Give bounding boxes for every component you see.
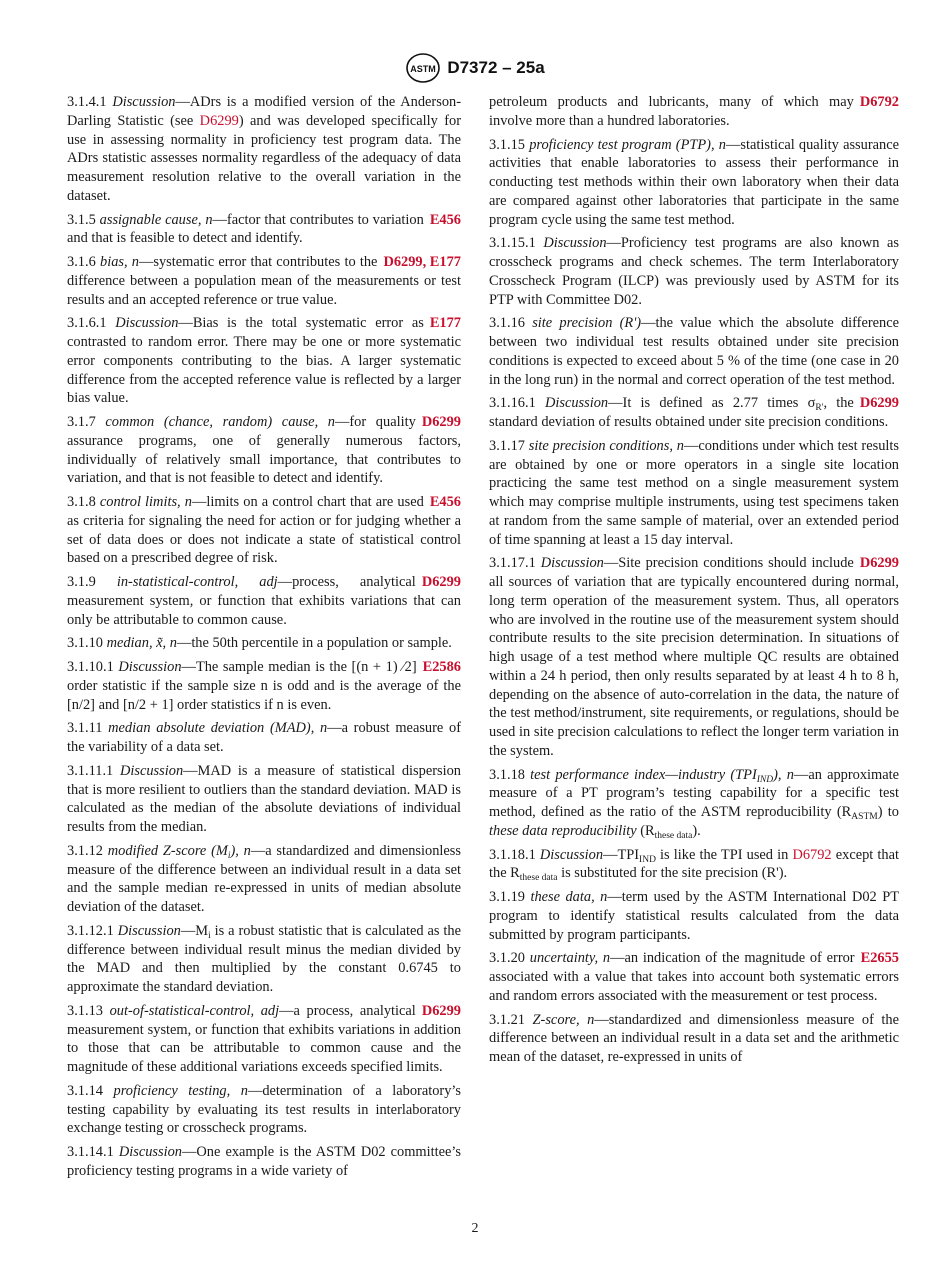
- definition-paragraph: [489, 234, 899, 309]
- definition-paragraph: [67, 413, 461, 488]
- section-number: 3.1.8: [67, 494, 100, 510]
- section-number: 3.1.5: [67, 211, 100, 228]
- definition-text: is substituted for the site precision (R').: [557, 865, 788, 882]
- reference-link[interactable]: D6299: [859, 395, 899, 412]
- definition-text: ).: [692, 822, 701, 839]
- definition-paragraph: [67, 762, 461, 837]
- definition-paragraph: [67, 719, 461, 757]
- definition-text: ) to: [877, 804, 899, 820]
- definition-paragraph: [67, 493, 461, 568]
- definition-paragraph: [67, 634, 461, 653]
- definition-paragraph: [67, 658, 461, 714]
- page-header: [0, 50, 950, 86]
- section-number: 3.1.7: [67, 414, 106, 430]
- definition-paragraph: [67, 922, 461, 997]
- section-number: 3.1.12.1: [67, 922, 118, 939]
- defined-term: median, x̃, n: [106, 635, 177, 652]
- defined-term: site precision (R'): [532, 315, 642, 332]
- defined-term: Discussion: [118, 659, 182, 675]
- definition-text: —Site precision conditions should include all sources of variation that are typically encountered during normal, long term operation of the measurement system. Thus, all operators who are involved in the routine use of the measurement system should contribute results to the site precision determination. In situations of high usage of a test method where multiple QC results are obtained within a 24 h period, then only results separated by at least 4 h to 8 h, depending on the absence of auto-correlation in the data, the nature of the test method/instrument, site requirements, or regulations, should be used in site precision calculations to reflect the longer term variation in the system.: [489, 555, 899, 759]
- subscript: IND: [756, 774, 774, 785]
- reference-link[interactable]: E2655: [860, 950, 899, 967]
- svg-text:ASTM: ASTM: [410, 64, 437, 74]
- definition-text: —limits on a control chart that are used as criteria for signaling the need for action or for judging whether a set of data does or does not indicate a state of statistical control based on a prescribed degree of risk.: [67, 494, 461, 567]
- definition-paragraph: [67, 842, 461, 917]
- section-number: 3.1.14.1: [67, 1144, 119, 1160]
- defined-term: ), n: [773, 766, 794, 783]
- definition-text: —TPI: [603, 846, 640, 863]
- reference-link[interactable]: E456: [429, 211, 461, 228]
- section-number: 3.1.4.1: [67, 94, 113, 110]
- section-number: 3.1.6.1: [67, 315, 116, 332]
- defined-term: control limits, n: [99, 494, 192, 510]
- definition-text: —process, analytical measurement system, or function that exhibits variations that can only be attributable to common cause.: [67, 574, 461, 628]
- definition-paragraph: [489, 437, 899, 550]
- definition-paragraph: [67, 93, 461, 206]
- definition-text: —determination of a laboratory’s testing capability by evaluating its test results in interlaboratory exchange testing or crosscheck programs.: [67, 1082, 461, 1137]
- subscript: IND: [639, 854, 656, 865]
- reference-link[interactable]: D6299: [859, 555, 899, 572]
- definition-paragraph: [489, 136, 899, 230]
- reference-link[interactable]: E2586: [422, 659, 461, 675]
- definition-text: —the value which the absolute difference between two individual test results obtained under site precision conditions is expected to exceed about 5 % of the time (one case in 20 in the long run) in the normal and correct operation of the test method.: [489, 315, 899, 388]
- defined-term: common (chance, random) cause, n: [105, 414, 335, 430]
- defined-term: out-of-statistical-control, adj: [109, 1002, 280, 1019]
- section-number: 3.1.18: [489, 766, 531, 783]
- section-number: 3.1.17: [489, 437, 529, 454]
- section-number: 3.1.14: [67, 1082, 114, 1099]
- definition-paragraph: [67, 573, 461, 629]
- definition-text: —a process, analytical measurement system, or function that exhibits variations in addition to those that can be attributable to common cause and the magnitude of these additional variations exceeds specified limits.: [67, 1002, 461, 1075]
- definition-text: —a standardized and dimensionless measure of the difference between an individual result in a data set and the sample median re-expressed in units of median absolute deviation of the dataset.: [67, 842, 461, 915]
- defined-term: Discussion: [540, 555, 604, 572]
- definition-text: is a robust statistic that is calculated as the difference between individual result minus the median divided by the MAD and then multiplied by the constant 0.6745 to approximate the standard deviation.: [67, 922, 462, 995]
- definition-paragraph: [489, 766, 899, 841]
- defined-term: these data, n: [530, 889, 608, 905]
- section-number: 3.1.9: [67, 574, 117, 590]
- definition-paragraph: [67, 211, 461, 249]
- definition-text: —an approximate measure of a PT program’s testing capability for a specific test method, defined as the ratio of the ASTM reproducibility (R: [489, 766, 900, 820]
- defined-term: Discussion: [112, 94, 176, 110]
- defined-term: Z-score, n: [532, 1011, 595, 1028]
- definition-text: —conditions under which test results are obtained by one or more operators in a single site location practicing the same test method on a single measurement system which may comprise multiple instruments, using test specimens taken at random from the same sample of material, over an extended period of time spanning at least a 15 day interval.: [489, 437, 899, 548]
- section-number: 3.1.6: [67, 254, 100, 270]
- section-number: 3.1.15.1: [489, 235, 544, 252]
- subscript: R': [815, 403, 824, 414]
- section-number: 3.1.10: [67, 635, 107, 652]
- definition-paragraph: [489, 888, 899, 944]
- section-number: 3.1.18.1: [489, 846, 540, 863]
- defined-term: proficiency testing, n: [113, 1082, 248, 1099]
- defined-term: in-statistical-control, adj: [116, 574, 278, 590]
- defined-term: bias, n: [100, 254, 139, 270]
- definition-text: —MAD is a measure of statistical dispersion that is more resilient to outliers than the standard deviation. MAD is calculated as the median of the absolute deviations of individual results from the median.: [67, 762, 461, 835]
- defined-term: Discussion: [544, 395, 609, 412]
- definition-paragraph: [67, 1002, 461, 1077]
- defined-term: proficiency test program (PTP), n: [529, 136, 726, 153]
- definition-text: —ADrs is a modified version of the Anderson-Darling Statistic (see: [67, 94, 462, 129]
- definition-text: is like the TPI used in: [655, 846, 793, 863]
- subscript: i: [227, 850, 231, 861]
- defined-term: uncertainty, n: [529, 950, 611, 967]
- section-number: 3.1.10.1: [67, 659, 119, 675]
- definition-paragraph: [489, 846, 899, 884]
- defined-term: Discussion: [119, 762, 184, 779]
- definition-text: —the 50th percentile in a population or sample.: [176, 635, 452, 652]
- definition-text: these data reproducibility: [489, 822, 637, 839]
- left-column: [67, 93, 461, 1186]
- definition-text: —M: [180, 922, 209, 939]
- section-number: 3.1.16: [489, 315, 533, 332]
- definition-text: —standardized and dimensionless measure of the difference between an individual result in a data set and the arithmetic mean of the dataset, re-expressed in units of: [489, 1011, 899, 1065]
- defined-term: test performance index—industry (TPI: [530, 766, 757, 783]
- definition-paragraph: [489, 314, 899, 389]
- definition-text: except that the R: [489, 846, 899, 882]
- section-number: 3.1.13: [67, 1002, 110, 1019]
- section-number: 3.1.11.1: [67, 762, 120, 779]
- subscript: ASTM: [851, 812, 878, 822]
- astm-logo-icon: [405, 52, 441, 84]
- definition-paragraph: [67, 1082, 461, 1138]
- subscript: these data: [519, 873, 558, 884]
- definition-text: —an indication of the magnitude of error associated with a value that takes into account both systematic errors and random errors associated with the measurement or test process.: [489, 950, 899, 1004]
- defined-term: Discussion: [115, 315, 179, 332]
- reference-link[interactable]: E456: [429, 494, 461, 510]
- reference-link[interactable]: E177: [429, 315, 461, 332]
- reference-link[interactable]: D6299: [421, 1002, 461, 1019]
- reference-link[interactable]: D6792: [859, 94, 899, 110]
- defined-term: ), n: [230, 842, 251, 859]
- section-number: 3.1.11: [67, 720, 109, 737]
- defined-term: modified Z-score (M: [107, 842, 228, 859]
- section-number: 3.1.12: [67, 842, 108, 859]
- standard-designation: D7372 – 25a: [447, 58, 545, 77]
- definition-paragraph: [489, 949, 899, 1005]
- definition-paragraph: [489, 554, 899, 760]
- subscript: these data: [654, 830, 693, 841]
- definition-paragraph: [67, 1143, 461, 1181]
- definition-text: , the standard deviation of results obtained under site precision conditions.: [489, 395, 889, 430]
- definition-text: —Proficiency test programs are also known as crosscheck programs and check schemes. The term Interlaboratory Crosscheck Program (ILCP) was previously used by ASTM for its PTP with Committee D02.: [489, 235, 899, 308]
- defined-term: Discussion: [117, 922, 181, 939]
- definition-text: —systematic error that contributes to the difference between a population mean of the measurements or test results and an accepted reference or true value.: [67, 254, 461, 308]
- defined-term: site precision conditions, n: [528, 437, 684, 454]
- definition-text: petroleum products and lubricants, many of which may involve more than a hundred laboratories.: [489, 94, 854, 129]
- section-number: 3.1.20: [489, 950, 530, 967]
- subscript: i: [208, 930, 211, 941]
- section-number: 3.1.17.1: [489, 555, 541, 572]
- defined-term: Discussion: [118, 1144, 183, 1160]
- section-number: 3.1.15: [489, 136, 530, 153]
- definition-text: —a robust measure of the variability of a data set.: [67, 720, 461, 755]
- definition-paragraph: [67, 314, 461, 408]
- definition-text: —factor that contributes to variation and that is feasible to detect and identify.: [67, 211, 424, 247]
- reference-link[interactable]: D6299: [199, 112, 239, 129]
- definition-text: —The sample median is the [(n + 1) ⁄2] order statistic if the sample size n is odd and is the average of the [n/2] and [n/2 + 1] order statistics if n is even.: [67, 659, 461, 713]
- reference-link[interactable]: D6299, E177: [383, 254, 461, 270]
- definition-text: —statistical quality assurance activities that enable laboratories to assess their performance in conducting test methods within their own laboratory when their data are compared against other laboratories that participate in the same program cycle using the same test method.: [489, 136, 900, 228]
- reference-link[interactable]: D6299: [421, 574, 461, 590]
- definition-paragraph: [67, 253, 461, 309]
- page-number: 2: [471, 1221, 479, 1236]
- definition-text: —for quality assurance programs, one of generally numerous factors, individually of relatively small importance, that contributes to variation, and that is not feasible to detect and identify.: [67, 414, 461, 487]
- defined-term: Discussion: [539, 846, 604, 863]
- defined-term: Discussion: [543, 235, 607, 252]
- definition-text: —It is defined as 2.77 times σ: [608, 395, 816, 412]
- definition-paragraph: [489, 1011, 899, 1067]
- definition-text: —One example is the ASTM D02 committee’s proficiency testing programs in a wide variety of: [67, 1144, 461, 1179]
- section-number: 3.1.16.1: [489, 395, 545, 412]
- reference-link[interactable]: D6792: [792, 846, 832, 863]
- definition-text: ) and was developed specifically for use in assessing normality in proficiency test program data. The ADrs statistic assesses normality regardless of the adequacy of data measurement resolution relative to the overall variation in the dataset.: [67, 112, 461, 204]
- definition-text: —term used by the ASTM International D02 PT program to identify statistical results calculated from the data submitted by program participants.: [489, 889, 899, 943]
- definition-paragraph: [489, 394, 899, 432]
- reference-link[interactable]: D6299: [421, 414, 461, 430]
- definition-text: (R: [636, 822, 655, 839]
- definition-paragraph: [489, 93, 899, 131]
- defined-term: assignable cause, n: [99, 211, 213, 228]
- section-number: 3.1.21: [489, 1011, 533, 1028]
- right-column: [489, 93, 899, 1072]
- defined-term: median absolute deviation (MAD), n: [108, 720, 328, 737]
- section-number: 3.1.19: [489, 889, 531, 905]
- definition-text: —Bias is the total systematic error as contrasted to random error. There may be one or more systematic error components contributing to the bias. A larger systematic difference from the accepted reference value is reflected by a larger bias value.: [67, 315, 461, 407]
